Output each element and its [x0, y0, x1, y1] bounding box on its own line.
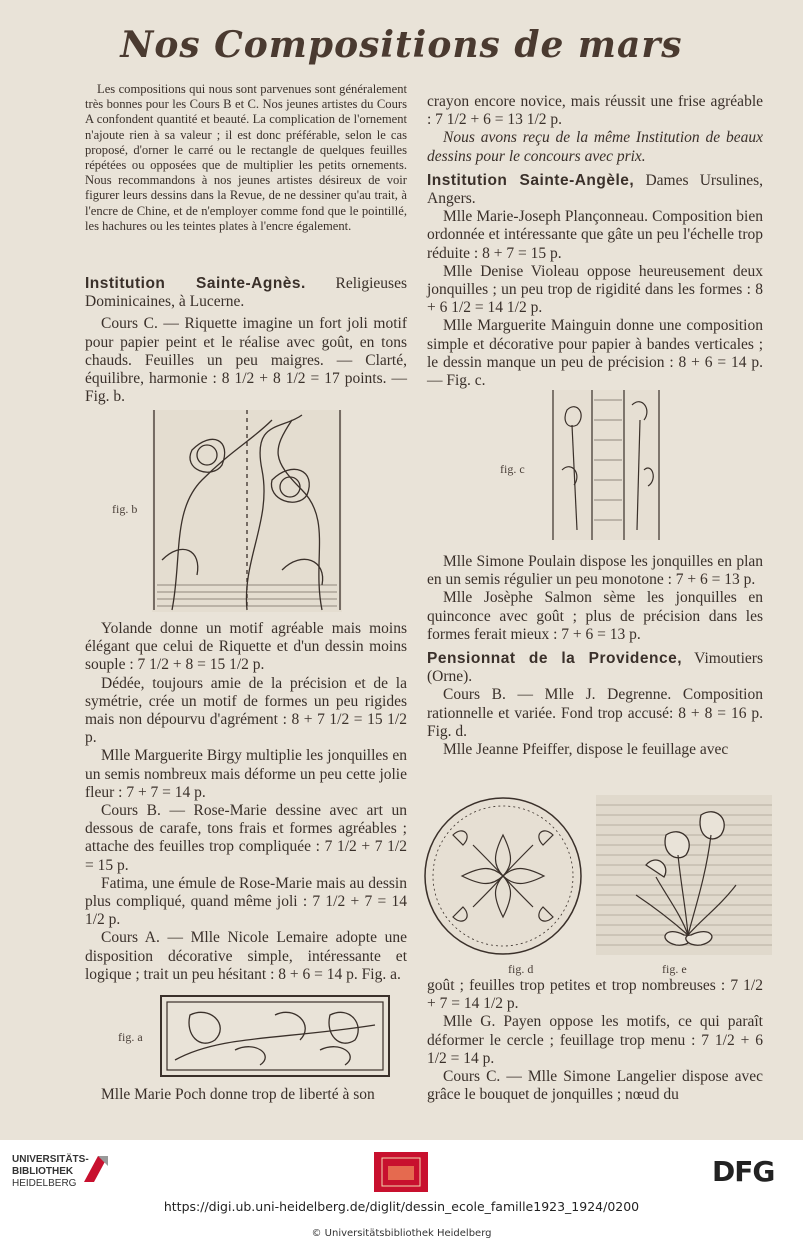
- fig-e-label: fig. e: [662, 962, 687, 976]
- fig-d-label: fig. d: [508, 962, 534, 976]
- left-p4: Mlle Marguerite Birgy multiplie les jonquilles en un semis nombreux mais déforme un peu cette jolie fleur : 7 + 7 = 14 p.: [85, 747, 407, 801]
- right-p5: Mlle Marguerite Mainguin donne une composition simple et décorative pour papier à bandes verticales ; le dessin manque un peu de précision : 8 + 6 = 14 p. — Fig. c.: [427, 317, 763, 390]
- left-p3: Dédée, toujours amie de la précision et de la symétrie, crée un motif de formes un peu rigides mais non dépourvu d'agrément : 8 + 7 1/2 = 15 1/2 p.: [85, 674, 407, 747]
- fig-a-label: fig. a: [118, 1030, 143, 1044]
- right-p4: Mlle Denise Violeau oppose heureusement deux jonquilles ; un peu trop de rigidité dans les formes : 8 + 6 1/2 = 14 1/2 p.: [427, 262, 763, 317]
- left-p1: Cours C. — Riquette imagine un fort joli motif pour papier peint et le réalise avec goût, en tons chauds. Feuilles un peu maigres. — Clarté, équilibre, harmonie : 8 1/2 + 8 1/2 = 17 points. — Fig. b.: [85, 315, 407, 406]
- right-p6: Mlle Simone Poulain dispose les jonquilles en plan en un semis régulier un peu monotone : 7 + 6 = 13 p.: [427, 553, 763, 589]
- right-column-top: [427, 93, 763, 390]
- left-p2: Yolande donne un motif agréable mais moins élégant que celui de Riquette et d'un dessin moins souple : 7 1/2 + 8 = 15 1/2 p.: [85, 620, 407, 674]
- institution-heading-1: Institution Sainte-Agnès. Religieuses Dominicaines, à Lucerne.: [85, 275, 407, 311]
- right-p3: Mlle Marie-Joseph Plançonneau. Composition bien ordonnée et intéressante que gâte un peu l'échelle trop réduite : 8 + 7 = 15 p.: [427, 208, 763, 262]
- left-p5: Cours B. — Rose-Marie dessine avec art un dessous de carafe, tons frais et formes agréables ; attache des feuilles trop compliquée : 7 1/2 + 7 1/2 = 15 p.: [85, 802, 407, 874]
- page-url-link[interactable]: https://digi.ub.uni-heidelberg.de/diglit/dessin_ecole_famille1923_1924/0200: [163, 1199, 640, 1214]
- book-cover-thumbnail-icon[interactable]: [374, 1152, 428, 1192]
- fig-c-label: fig. c: [500, 462, 525, 476]
- fig-a-frieze-motif: [160, 995, 390, 1077]
- university-library-logo-text[interactable]: UNIVERSITÄTS- BIBLIOTHEK HEIDELBERG: [12, 1154, 89, 1189]
- right-p8: Cours B. — Mlle J. Degrenne. Composition rationnelle et variée. Fond trop accusé: 8 + 8 = 16 p. Fig. d.: [427, 686, 763, 740]
- left-p8: Mlle Marie Poch donne trop de liberté à son: [101, 1086, 375, 1103]
- right-column-bottom: [427, 977, 763, 1104]
- left-column-end: [85, 1086, 407, 1104]
- institution-heading-2: Institution Sainte-Angèle, Dames Ursulines, Angers.: [427, 171, 763, 208]
- right-p7: Mlle Josèphe Salmon sème les jonquilles en quinconce avec goût ; plus de précision dans les formes ferait mieux : 7 + 6 = 13 p.: [427, 589, 763, 643]
- left-p7: Cours A. — Mlle Nicole Lemaire adopte une disposition décorative simple, intéressante et logique ; trait un peu hésitant : 8 + 6 = 14 p. Fig. a.: [85, 929, 407, 983]
- university-seal-icon: [80, 1152, 112, 1192]
- intro-paragraph: [85, 82, 407, 234]
- right-p1: crayon encore novice, mais réussit une frise agréable : 7 1/2 + 6 = 13 1/2 p.: [427, 93, 763, 129]
- right-p11: Mlle G. Payen oppose les motifs, ce qui paraît déformer le cercle ; feuillage trop menu : 7 1/2 + 6 1/2 = 14 p.: [427, 1013, 763, 1067]
- right-p12: Cours C. — Mlle Simone Langelier dispose avec grâce le bouquet de jonquilles ; nœud du: [427, 1068, 763, 1104]
- intro-text: Les compositions qui nous sont parvenues sont généralement très bonnes pour les Cours B et C. Nos jeunes artistes du Cours A confondent quantité et beauté. La complication de l'ornement n'ajoute rien à sa valeur ; il est donc préférable, selon le cas proposé, d'orner le carré ou le rectangle de quelques feuilles répétées ou opposées que de multiplier les petits ornements. Nous recommandons à nos jeunes artistes désireux de voir figurer leurs dessins dans la Revue, de ne dessiner qu'au trait, à l'encre de Chine, et de n'employer comme fond que le pointillé, les hachures ou les teintes plates à l'encre également.: [85, 82, 407, 233]
- dfg-logo: DFG: [712, 1155, 775, 1188]
- institution-heading-3: Pensionnat de la Providence, Vimoutiers (Orne).: [427, 650, 763, 686]
- fig-c-vertical-band-motif: [552, 390, 660, 540]
- copyright-text: © Universitätsbibliothek Heidelberg: [311, 1228, 492, 1239]
- fig-e-bouquet-motif: [596, 795, 772, 955]
- right-p9: Mlle Jeanne Pfeiffer, dispose le feuillage avec: [443, 741, 729, 759]
- left-p6: Fatima, une émule de Rose-Marie mais au dessin plus compliqué, quand même joli : 7 1/2 + 7 = 14 1/2 p.: [85, 874, 407, 929]
- right-column-middle: [427, 553, 763, 759]
- left-column-top: [85, 275, 407, 406]
- fig-d-circular-motif: [413, 795, 593, 957]
- page-title: Nos Compositions de mars: [120, 24, 683, 66]
- fig-b-label: fig. b: [112, 502, 138, 516]
- fig-b-wallpaper-motif: [152, 410, 342, 612]
- left-column-bottom: [85, 620, 407, 984]
- right-p10: goût ; feuilles trop petites et trop nombreuses : 7 1/2 + 7 = 14 1/2 p.: [427, 977, 763, 1013]
- right-p2: Nous avons reçu de la même Institution de beaux dessins pour le concours avec prix.: [427, 129, 763, 165]
